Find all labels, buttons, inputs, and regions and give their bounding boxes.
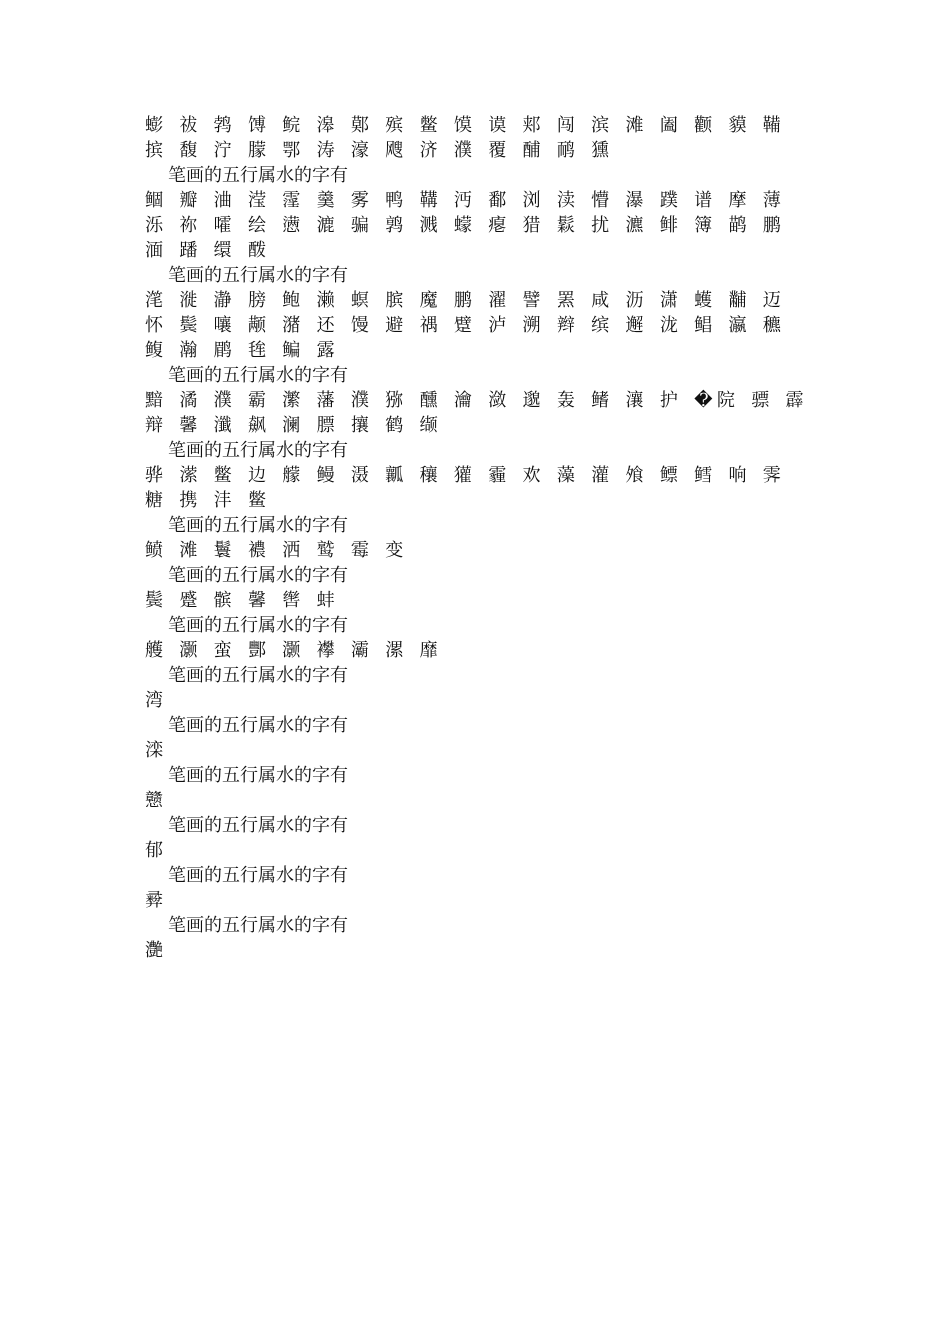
section-heading-7: 笔画的五行属水的字有: [168, 565, 348, 586]
section-heading-5: 笔画的五行属水的字有: [168, 440, 348, 461]
char-list-5: 骅 潆 鳖 边 艨 鳗 滠 瓤 穰 獾 霾 欢 藻 灌 飧 鳔 鳕 响 霁 糖 携 沣 鳖: [145, 465, 786, 511]
section-heading-2: 笔画的五行属水的字有: [168, 165, 348, 186]
section-heading-11: 笔画的五行属水的字有: [168, 765, 348, 786]
section-heading-13: 笔画的五行属水的字有: [168, 865, 348, 886]
section-heading-12: 笔画的五行属水的字有: [168, 815, 348, 836]
section-heading-4: 笔画的五行属水的字有: [168, 365, 348, 386]
char-list-7: 鬓 蹙 髌 馨 辔 蚌: [145, 590, 339, 611]
section-heading-14: 笔画的五行属水的字有: [168, 915, 348, 936]
char-list-13: 彛: [145, 890, 168, 911]
char-list-9: 湾: [145, 690, 168, 711]
section-heading-8: 笔画的五行属水的字有: [168, 615, 348, 636]
char-list-12: 郁: [145, 840, 168, 861]
char-list-11: 戆: [145, 790, 168, 811]
char-list-6: 鲼 滩 鬟 襛 洒 鹫 霉 变: [145, 540, 408, 561]
char-list-2: 鲴 瓣 浀 滢 霪 羹 雾 鸭 鞲 沔 鄱 浏 渎 懵 瀑 蹼 谱 摩 薄 泺 祢 嚯 绘 懑 漉 骗 鹑 溅 蠓 瘪 猎 鬏 扰 瀌 鲱 簿 鹋 鹏 湎 蹯 缳 酦: [145, 190, 786, 261]
section-heading-3: 笔画的五行属水的字有: [168, 265, 348, 286]
char-list-1: 蟛 祓 鹁 馎 鲩 滜 鄚 殡 鳖 馍 谟 郏 闯 滨 滩 阖 颧 貘 鞴 摈 馥 泞 朦 鄂 涛 濠 飕 济 濮 覆 酺 鸸 獯: [145, 115, 786, 161]
char-list-3: 滗 漇 瀞 膀 鲍 濑 螟 膑 魔 鹏 濯 譬 罴 咸 沥 潇 蠖 黼 迈 怀 鬓 嚷 颟 潴 还 馒 避 禑 躄 泸 溯 辫 缤 邂 泷 鲳 瀛 穮 鳆 瀚 鹛 毪 鳊 露: [145, 290, 786, 361]
section-heading-6: 笔画的五行属水的字有: [168, 515, 348, 536]
section-heading-9: 笔画的五行属水的字有: [168, 665, 348, 686]
char-list-4: 黯 潏 濮 霸 瀿 藩 濮 猕 醺 瀹 潋 邈 轰 鳍 瀼 护 �院 骠 霹 辩 馨 瀸 飙 澜 膘 攘 鹤 缬: [145, 390, 808, 436]
char-list-8: 艧 灏 蛮 酆 灏 襻 灞 漯 靡: [145, 640, 442, 661]
char-list-14: 灔: [145, 940, 168, 961]
document-body: [145, 113, 810, 963]
char-list-10: 滦: [145, 740, 168, 761]
section-heading-10: 笔画的五行属水的字有: [168, 715, 348, 736]
